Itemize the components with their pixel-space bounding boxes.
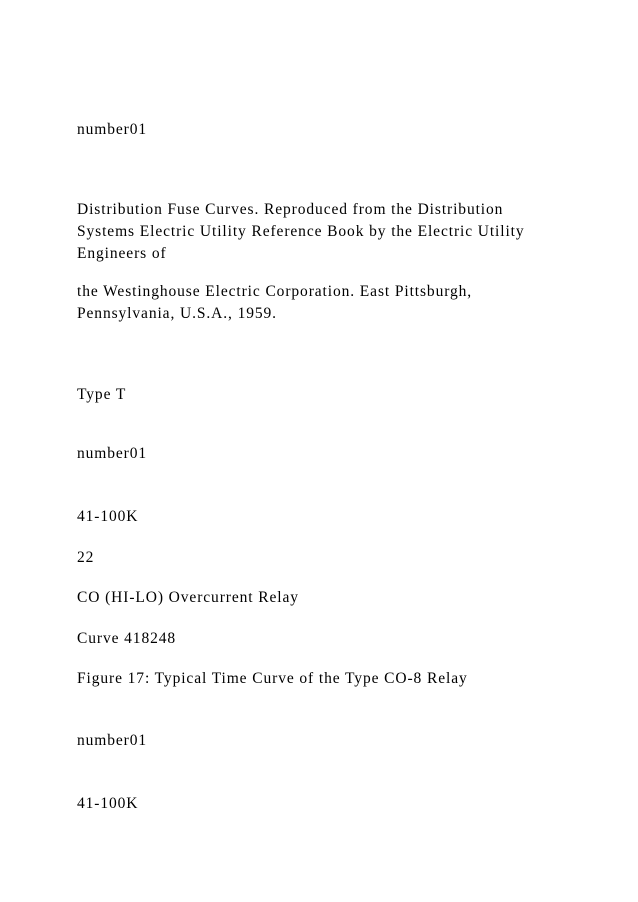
text-line: Figure 17: Typical Time Curve of the Type CO-8 Relay — [77, 670, 468, 687]
text-line: 41-100K — [77, 795, 139, 812]
text-line: number01 — [77, 732, 148, 749]
text-line: 22 — [77, 549, 95, 566]
text-line: 41-100K — [77, 508, 139, 525]
text-line: Type T — [77, 386, 127, 403]
text-line: CO (HI-LO) Overcurrent Relay — [77, 589, 299, 606]
text-line: Systems Electric Utility Reference Book by the Electric Utility — [77, 223, 525, 240]
text-line: Engineers of — [77, 245, 167, 262]
text-line: Pennsylvania, U.S.A., 1959. — [77, 305, 277, 322]
text-line: number01 — [77, 121, 148, 138]
text-line: the Westinghouse Electric Corporation. East Pittsburgh, — [77, 283, 473, 300]
text-line: Curve 418248 — [77, 630, 177, 647]
text-line: Distribution Fuse Curves. Reproduced from the Distribution — [77, 201, 504, 218]
text-line: number01 — [77, 445, 148, 462]
